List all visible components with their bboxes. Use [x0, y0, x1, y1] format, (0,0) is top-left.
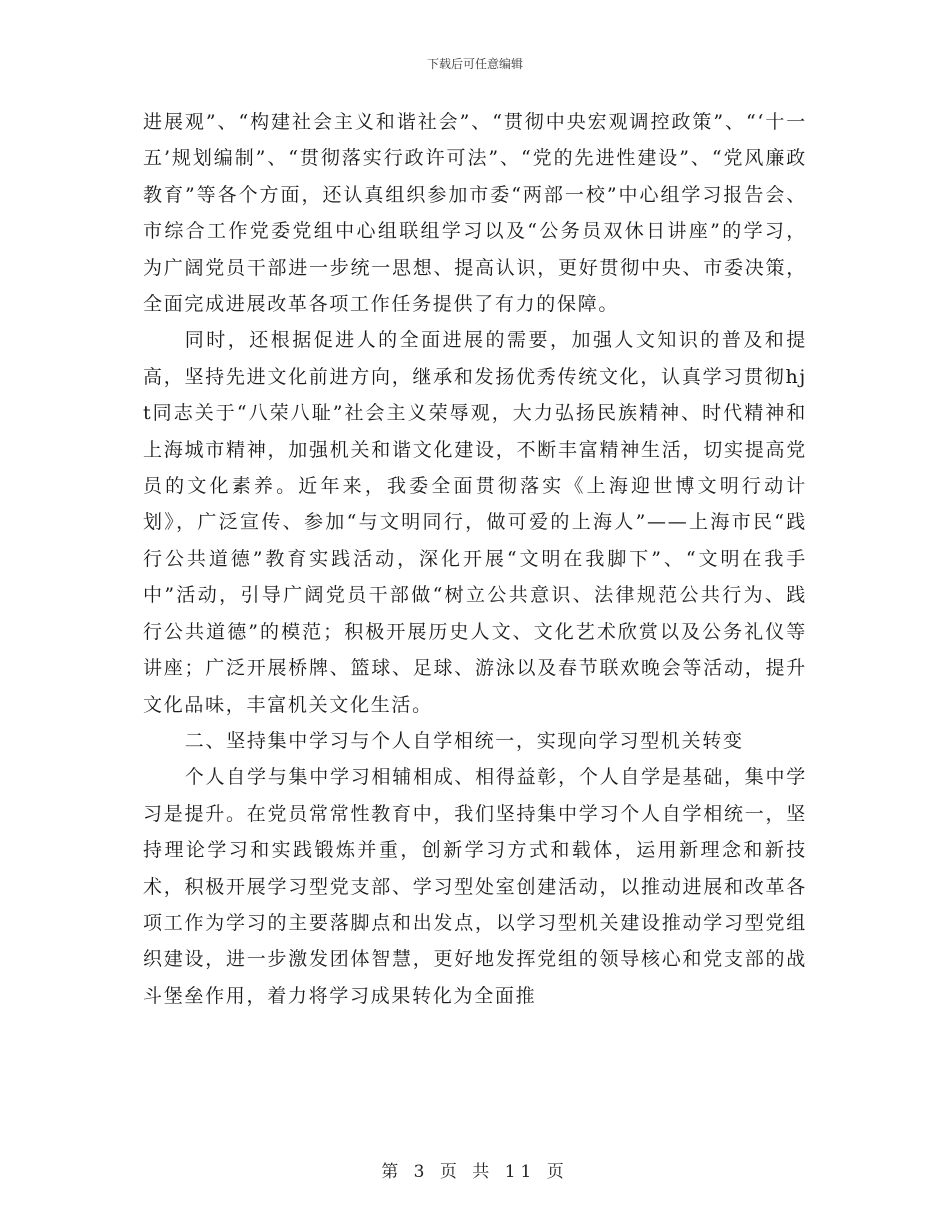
page-header: 下载后可任意编辑	[426, 57, 523, 71]
section-heading: 二、坚持集中学习与个人自学相统一，实现向学习型机关转变	[184, 729, 744, 752]
page-footer: 第 3 页 共 11 页	[381, 1162, 569, 1182]
paragraph-culture: 同时，还根据促进人的全面进展的需要，加强人文知识的普及和提高，坚持先进文化前进方向，继承和发扬优秀传统文化，认真学习贯彻hjt同志关于“八荣八耻”社会主义荣辱观，大力弘扬民族精神、时代精神和上海城市精神，加强机关和谐文化建设，不断丰富精神生活，切实提高党员的文化素养。近年来，我委全面贯彻落实《上海迎世博文明行动计划》，广泛宣传、参加“与文明同行，做可爱的上海人”——上海市民“践行公共道德”教育实践活动，深化开展“文明在我脚下”、“文明在我手中”活动，引导广阔党员干部做“树立公共意识、法律规范公共行为、践行公共道德”的模范；积极开展历史人文、文化艺术欣赏以及公务礼仪等讲座；广泛开展桥牌、篮球、足球、游泳以及春节联欢晚会等活动，提升文化品味，丰富机关文化生活。	[143, 329, 807, 716]
paragraph-self-study: 个人自学与集中学习相辅相成、相得益彰，个人自学是基础，集中学习是提升。在党员常常性教育中，我们坚持集中学习个人自学相统一，坚持理论学习和实践锻炼并重，创新学习方式和载体，运用新理念和新技术，积极开展学习型党支部、学习型处室创建活动，以推动进展和改革各项工作为学习的主要落脚点和出发点，以学习型机关建设推动学习型党组织建设，进一步激发团体智慧，更好地发挥党组的领导核心和党支部的战斗堡垒作用，着力将学习成果转化为全面推	[143, 766, 807, 1007]
document-body	[143, 104, 807, 1014]
paragraph-continuation: 进展观”、“构建社会主义和谐社会”、“贯彻中央宏观调控政策”、“‘十一五’规划编制”、“贯彻落实行政许可法”、“党的先进性建设”、“党风廉政教育”等各个方面，还认真组织参加市委“两部一校”中心组学习报告会、市综合工作党委党组中心组联组学习以及“公务员双休日讲座”的学习，为广阔党员干部进一步统一思想、提高认识，更好贯彻中央、市委决策，全面完成进展改革各项工作任务提供了有力的保障。	[143, 111, 807, 316]
